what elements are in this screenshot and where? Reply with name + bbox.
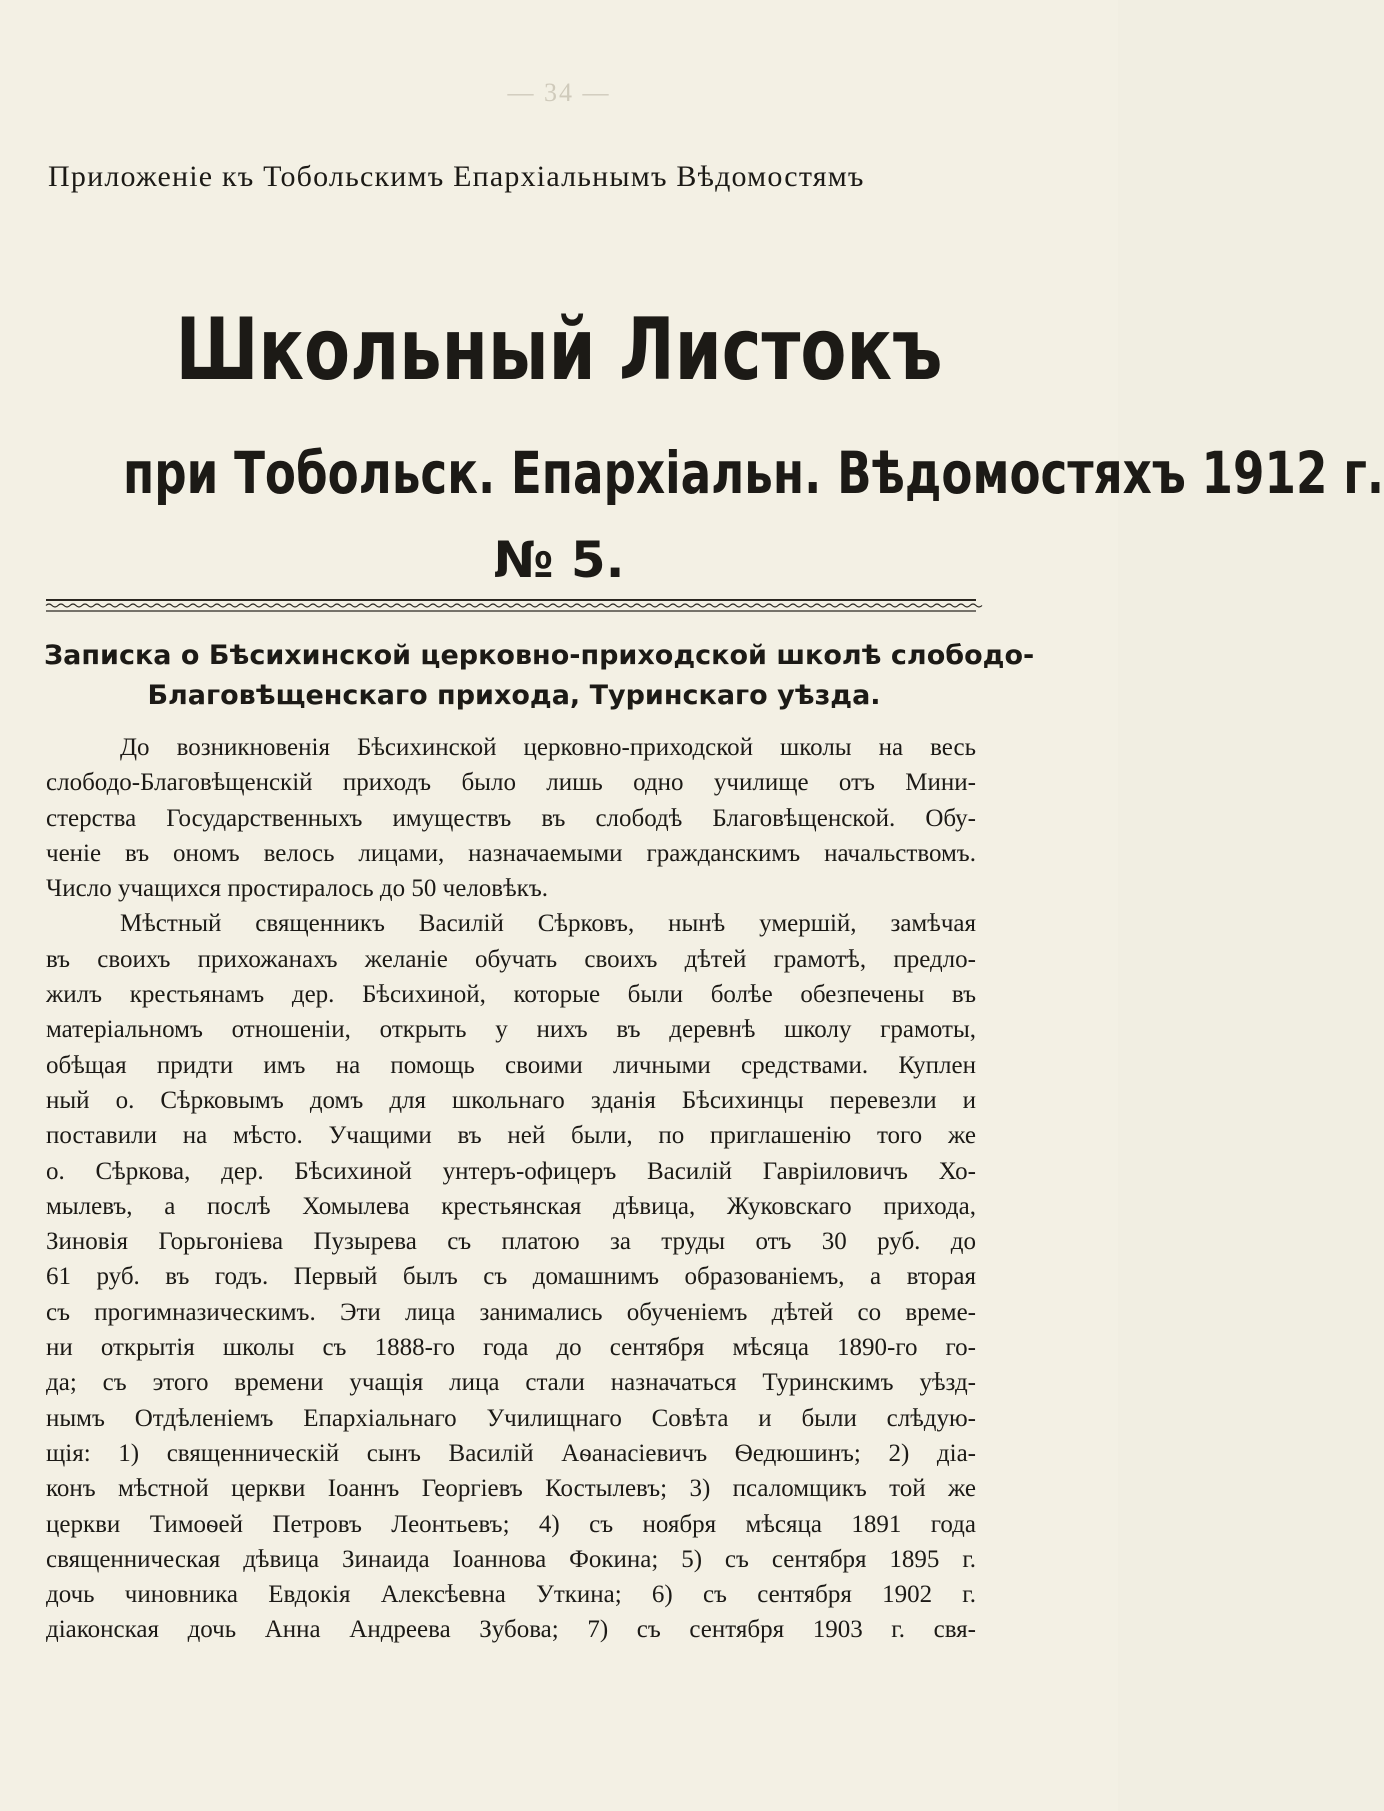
body-line-19: да; съ этого времени учащія лица стали назначаться Туринскимъ уѣзд- <box>46 1369 976 1397</box>
body-line-8: жилъ крестьянамъ дер. Бѣсихиной, которые были болѣе обезпечены въ <box>46 981 976 1009</box>
body-line-6: Мѣстный священникъ Василій Сѣрковъ, нынѣ умершій, замѣчая <box>120 910 976 938</box>
issue-number: № 5. <box>493 531 625 589</box>
body-line-1: До возникновенія Бѣсихинской церковно-приходской школы на весь <box>120 734 976 761</box>
article-body <box>46 730 976 1648</box>
body-line-20: нымъ Отдѣленіемъ Епархіальнаго Училищнаго Совѣта и были слѣдую- <box>46 1404 976 1432</box>
body-line-12: поставили на мѣсто. Учащими въ ней были, по приглашенію того же <box>46 1122 976 1150</box>
article-heading-line-1: Записка о Бѣсихинской церковно-приходской школѣ слободо- <box>44 640 1035 671</box>
body-line-22: конъ мѣстной церкви Іоаннъ Георгіевъ Костылевъ; 3) псаломщикъ той же <box>46 1475 976 1503</box>
masthead-subtitle: при Тобольск. Епархіальн. Вѣдомостяхъ 1912 г. <box>122 439 1384 507</box>
body-line-23: церкви Тимоѳей Петровъ Леонтьевъ; 4) съ ноября мѣсяца 1891 года <box>46 1510 976 1538</box>
supplement-line: Приложеніе къ Тобольскимъ Епархіальнымъ Вѣдомостямъ <box>48 160 865 193</box>
body-line-21: щія: 1) священническій сынъ Василій Аѳанасіевичъ Ѳедюшинъ; 2) діа- <box>46 1439 976 1467</box>
body-line-25: дочь чиновника Евдокія Алексѣевна Уткина; 6) съ сентября 1902 г. <box>46 1581 976 1609</box>
body-line-5: Число учащихся простиралось до 50 человѣкъ. <box>46 875 549 903</box>
body-line-17: съ прогимназическимъ. Эти лица занимались обученіемъ дѣтей со време- <box>46 1298 976 1326</box>
ornamental-divider <box>46 598 976 612</box>
body-line-14: мылевъ, а послѣ Хомылева крестьянская дѣвица, Жуковскаго прихода, <box>46 1192 976 1220</box>
body-line-26: діаконская дочь Анна Андреева Зубова; 7) съ сентября 1903 г. свя- <box>46 1616 976 1644</box>
body-line-11: ный о. Сѣрковымъ домъ для школьнаго зданія Бѣсихинцы перевезли и <box>46 1086 976 1114</box>
body-line-4: ченіе въ ономъ велось лицами, назначаемыми гражданскимъ начальствомъ. <box>46 839 976 867</box>
body-line-2: слободо-Благовѣщенскій приходъ было лишь одно училище отъ Мини- <box>46 769 976 797</box>
page-number: — 34 — <box>507 78 611 107</box>
body-line-9: матеріальномъ отношеніи, открыть у нихъ въ деревнѣ школу грамоты, <box>46 1016 976 1044</box>
body-line-24: священническая дѣвица Зинаида Іоаннова Фокина; 5) съ сентября 1895 г. <box>46 1545 976 1573</box>
body-line-3: стерства Государственныхъ имуществъ въ слободѣ Благовѣщенской. Обу- <box>46 804 976 832</box>
body-line-13: о. Сѣркова, дер. Бѣсихиной унтеръ-офицеръ Василій Гавріиловичъ Хо- <box>46 1157 976 1185</box>
article-heading-line-2: Благовѣщенскаго прихода, Туринскаго уѣзда. <box>147 680 881 711</box>
body-line-15: Зиновія Горьгоніева Пузырева съ платою за труды отъ 30 руб. до <box>46 1228 976 1256</box>
body-line-18: ни открытія школы съ 1888-го года до сентября мѣсяца 1890-го го- <box>46 1334 976 1362</box>
body-line-7: въ своихъ прихожанахъ желаніе обучать своихъ дѣтей грамотѣ, предло- <box>46 945 976 973</box>
body-line-16: 61 руб. въ годъ. Первый былъ съ домашнимъ образованіемъ, а вторая <box>46 1263 976 1291</box>
masthead-title: Школьный Листокъ <box>175 300 943 400</box>
article-heading <box>44 636 1035 716</box>
body-line-10: обѣщая придти имъ на помощь своими личными средствами. Куплен <box>46 1051 976 1079</box>
